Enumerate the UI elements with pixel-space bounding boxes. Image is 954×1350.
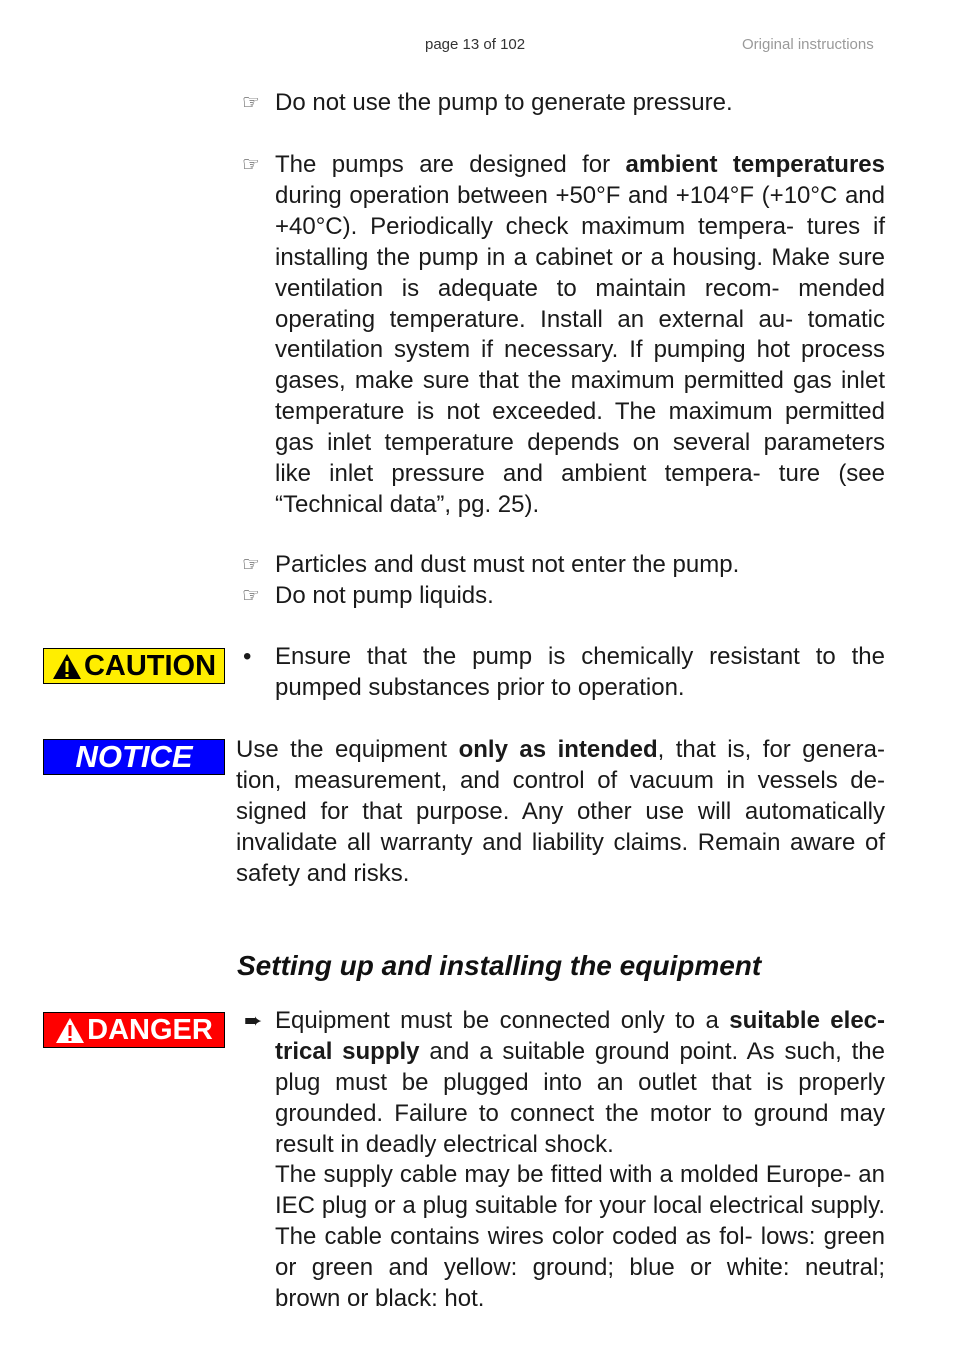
pointing-hand-icon: ☞ [242, 92, 260, 114]
danger-text-pre: Equipment must be connected only to a [275, 1007, 730, 1034]
header-original-instructions: Original instructions [742, 36, 874, 53]
ambient-text-post: during operation between +50°F and +104°F (+10°C and +40°C). Periodically check maximum tempera- tures if installing the pump in a cabinet or a housing. Make sure ventilation is adequate to maintain recom- mended operating temperature. Install an external au- tomatic ventilation system if necessary. If pumping hot process gases, make sure that the maximum permitted gas inlet temperature is not exceeded. The maximum permitted gas inlet temperature depends on several parameters like inlet pressure and ambient tempera- ture (see “Technical data”, pg. 25). [275, 181, 885, 518]
bullet-icon: • [243, 643, 252, 670]
danger-text-post: and a suitable ground point. As such, the plug must be plugged into an outlet that is properly grounded. Failure to connect the motor to ground may result in deadly electrical shock. [275, 1037, 886, 1158]
page-number: page 13 of 102 [425, 36, 526, 53]
arrow-right-icon: ➨ [244, 1008, 263, 1033]
notice-text [236, 735, 885, 890]
ambient-text-bold: ambient temperatures [625, 151, 885, 178]
instruction-particles-dust: Particles and dust must not enter the pump. [275, 551, 740, 578]
pointing-hand-icon: ☞ [242, 554, 260, 576]
instruction-no-liquids: Do not pump liquids. [275, 582, 494, 609]
pointing-hand-icon: ☞ [242, 585, 260, 607]
notice-text-bold: only as intended [458, 736, 658, 763]
danger-text [275, 1006, 885, 1161]
pointing-hand-icon: ☞ [242, 154, 260, 176]
danger-text-bold: suitable elec- trical supply [275, 1007, 886, 1065]
caution-text: Ensure that the pump is chemically resistant to the pumped substances prior to operation. [275, 643, 885, 701]
warning-triangle-icon [55, 1017, 85, 1044]
ambient-text-pre: The pumps are designed for [275, 151, 626, 178]
caution-label-text: CAUTION [83, 649, 217, 682]
section-heading: Setting up and installing the equipment [237, 950, 762, 981]
notice-label: NOTICE [43, 739, 225, 775]
warning-triangle-icon [52, 653, 82, 680]
caution-label [43, 648, 225, 684]
instruction-ambient-temperatures [275, 150, 885, 521]
danger-label-text: DANGER [87, 1013, 213, 1046]
notice-text-pre: Use the equipment [236, 736, 459, 763]
danger-label [43, 1012, 225, 1048]
danger-text-cable: The supply cable may be fitted with a molded Europe- an IEC plug or a plug suitable for your local electrical supply. The cable contains wires color coded as fol- lows: green or green and yellow: ground; blue or white: neutral; brown or black: hot. [275, 1161, 885, 1312]
instruction-no-pressure: Do not use the pump to generate pressure. [275, 89, 733, 116]
notice-text-post: , that is, for genera- tion, measurement, and control of vacuum in vessels de- signed for that purpose. Any other use will automatically invalidate all warranty and liability claims. Remain aware of safety and risks. [236, 736, 885, 887]
